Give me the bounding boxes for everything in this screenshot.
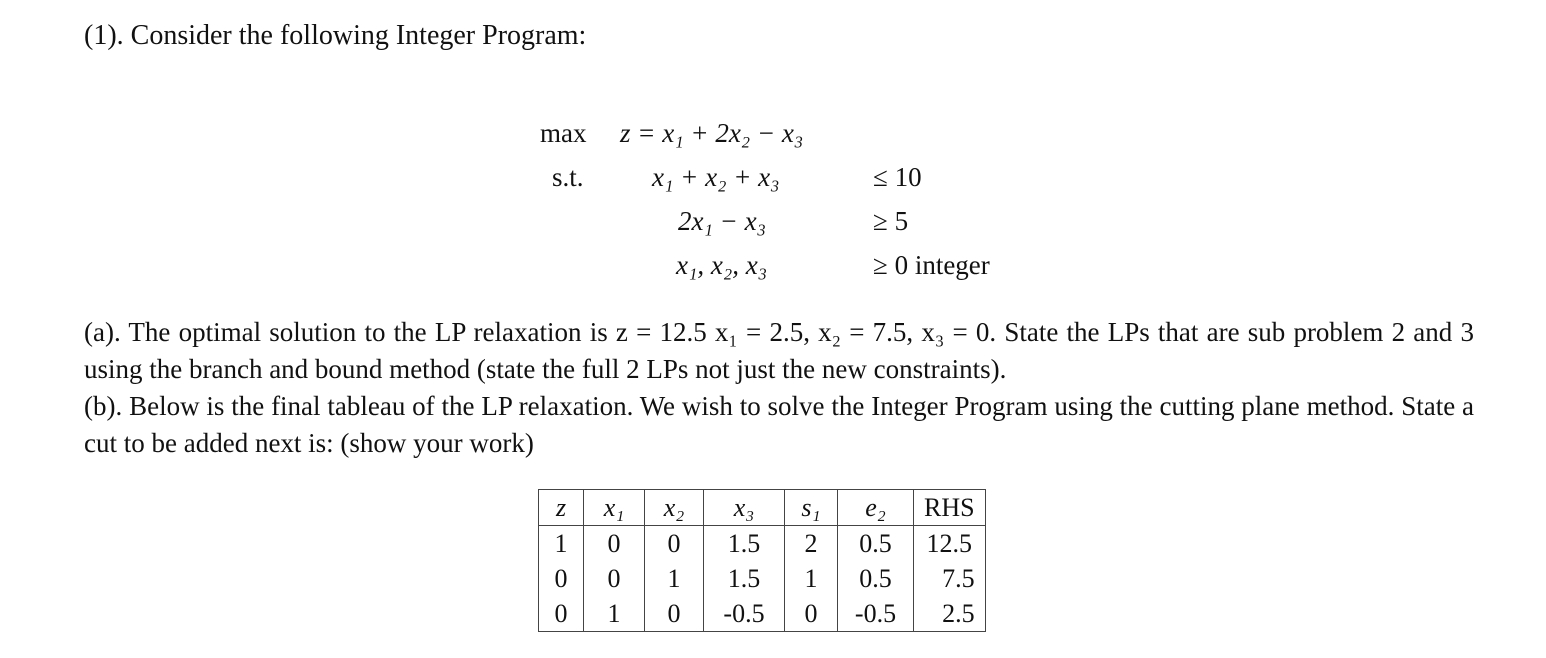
part-a-text: (a). The optimal solution to the LP relaxation is z = 12.5 x₁ = 2.5, x₂ = 7.5, x₃ = 0. State the LPs that are sub problem 2 and 3 using the branch and bound method (state the full 2 LPs not just the new constraints).: [84, 317, 1474, 384]
table-cell: 2: [785, 526, 838, 562]
table-cell: 0.5: [838, 526, 914, 562]
constraint-1-expr: x₁ + x₂ + x₃: [652, 162, 780, 192]
problem-text: [84, 314, 1474, 462]
table-row: [539, 526, 986, 562]
table-cell: 12.5: [914, 526, 986, 562]
col-header-x1: x₁: [584, 490, 645, 526]
col-header-rhs: RHS: [914, 490, 986, 526]
constraint-2-rhs: ≥ 5: [873, 206, 909, 236]
table-cell: 1: [785, 561, 838, 596]
part-b-text: (b). Below is the final tableau of the LP relaxation. We wish to solve the Integer Program using the cutting plane method. State a cut to be added next is: (show your work): [84, 391, 1474, 458]
table-cell: 0: [539, 561, 584, 596]
table-cell: -0.5: [704, 596, 785, 632]
final-tableau: [538, 489, 986, 632]
max-label: max: [540, 118, 587, 148]
col-header-e2: e₂: [838, 490, 914, 526]
table-row: [539, 596, 986, 632]
table-cell: 0: [539, 596, 584, 632]
table-cell: 1.5: [704, 526, 785, 562]
table-cell: 0: [645, 526, 704, 562]
objective-function: z = x₁ + 2x₂ − x₃: [620, 118, 804, 148]
col-header-x2: x₂: [645, 490, 704, 526]
table-cell: 0: [645, 596, 704, 632]
col-header-s1: s₁: [785, 490, 838, 526]
table-cell: 7.5: [914, 561, 986, 596]
constraint-2-expr: 2x₁ − x₃: [678, 206, 766, 236]
nonnegativity-expr: x₁, x₂, x₃: [676, 250, 768, 280]
table-cell: 0: [584, 561, 645, 596]
table-row: [539, 561, 986, 596]
constraint-1-rhs: ≤ 10: [873, 162, 922, 192]
table-cell: 0.5: [838, 561, 914, 596]
table-cell: -0.5: [838, 596, 914, 632]
col-header-z: z: [539, 490, 584, 526]
nonnegativity-rhs: ≥ 0 integer: [873, 250, 990, 280]
question-heading: (1). Consider the following Integer Program:: [84, 20, 587, 51]
table-cell: 1: [584, 596, 645, 632]
table-cell: 0: [584, 526, 645, 562]
table-cell: 1: [645, 561, 704, 596]
table-cell: 2.5: [914, 596, 986, 632]
col-header-x3: x₃: [704, 490, 785, 526]
table-cell: 0: [785, 596, 838, 632]
tableau-header-row: [539, 490, 986, 526]
table-cell: 1: [539, 526, 584, 562]
table-cell: 1.5: [704, 561, 785, 596]
subject-to-label: s.t.: [552, 162, 584, 192]
